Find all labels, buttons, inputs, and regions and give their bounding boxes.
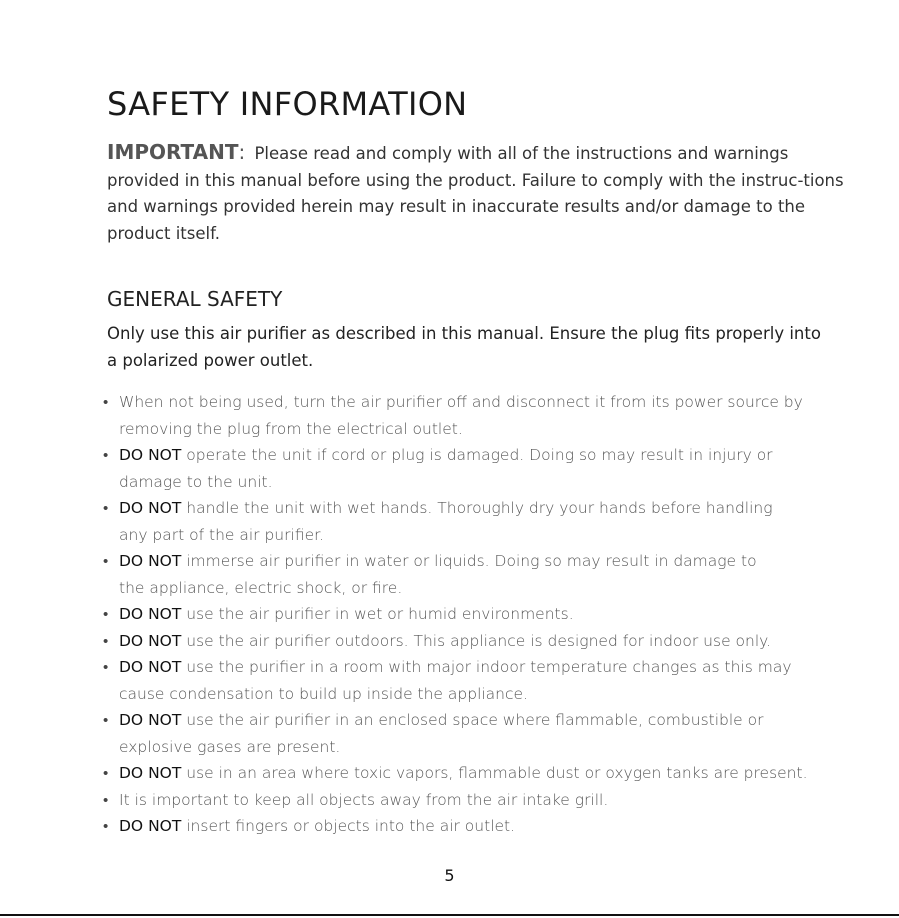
bottom-rule xyxy=(0,914,899,916)
important-colon: : xyxy=(238,140,246,164)
do-not-label: DO NOT xyxy=(119,605,182,623)
bullet-line xyxy=(119,813,843,840)
bullet-dot-icon: • xyxy=(103,817,109,835)
bullet-dot-icon: • xyxy=(103,658,109,676)
page-number: 5 xyxy=(444,866,455,885)
bullet-line xyxy=(119,734,843,761)
safety-bullet-item xyxy=(103,707,843,760)
bullet-text: cause condensation to build up inside the appliance. xyxy=(119,684,528,703)
section-intro: Only use this air purifier as described in this manual. Ensure the plug fits properly into a polarized power outlet. xyxy=(107,324,821,370)
bullet-dot-icon: • xyxy=(103,552,109,570)
bullet-text: handle the unit with wet hands. Thoroughly dry your hands before handling xyxy=(181,499,773,517)
bullet-text: damage to the unit. xyxy=(119,472,273,491)
section-heading: GENERAL SAFETY xyxy=(107,287,283,311)
bullet-line xyxy=(119,787,843,814)
bullet-line xyxy=(119,495,843,522)
bullet-text: use the air purifier in an enclosed space where flammable, combustible or xyxy=(181,711,764,729)
bullet-text: operate the unit if cord or plug is damaged. Doing so may result in injury or xyxy=(181,446,773,464)
safety-bullet-item xyxy=(103,760,843,787)
do-not-label: DO NOT xyxy=(119,446,182,464)
page-title: SAFETY INFORMATION xyxy=(107,85,468,123)
bullet-text: any part of the air purifier. xyxy=(119,525,324,544)
do-not-label: DO NOT xyxy=(119,552,182,570)
safety-bullet-item xyxy=(103,813,843,840)
safety-bullet-item xyxy=(103,601,843,628)
safety-bullet-item xyxy=(103,389,843,442)
bullet-line xyxy=(119,654,843,681)
bullet-dot-icon: • xyxy=(103,499,109,517)
bullet-text: removing the plug from the electrical outlet. xyxy=(119,419,463,438)
bullet-dot-icon: • xyxy=(103,446,109,464)
bullet-dot-icon: • xyxy=(103,764,109,782)
bullet-dot-icon: • xyxy=(103,631,109,650)
safety-bullet-item xyxy=(103,787,843,814)
safety-bullet-item xyxy=(103,442,843,495)
bullet-text: use the purifier in a room with major indoor temperature changes as this may xyxy=(181,658,792,676)
bullet-text: explosive gases are present. xyxy=(119,737,341,756)
do-not-label: DO NOT xyxy=(119,711,182,729)
important-label: IMPORTANT xyxy=(107,140,239,164)
bullet-line xyxy=(119,760,843,787)
do-not-label: DO NOT xyxy=(119,631,182,650)
bullet-text: insert fingers or objects into the air outlet. xyxy=(181,817,516,835)
bullet-line xyxy=(119,442,843,469)
safety-bullet-item xyxy=(103,548,843,601)
important-text: Please read and comply with all of the instructions and warnings provided in this manual before using the product. Failure to comply with the instruc-tions and warnings provided herein may result in inaccurate results and/or damage to the product itself. xyxy=(107,144,844,243)
bullet-text: immerse air purifier in water or liquids. Doing so may result in damage to xyxy=(181,552,757,570)
bullet-line xyxy=(119,628,843,655)
bullet-line xyxy=(119,416,843,443)
bullet-text: use the air purifier in wet or humid environments. xyxy=(181,605,574,623)
bullet-line xyxy=(119,469,843,496)
do-not-label: DO NOT xyxy=(119,499,182,517)
do-not-label: DO NOT xyxy=(119,764,182,782)
safety-bullet-item xyxy=(103,654,843,707)
bullet-dot-icon: • xyxy=(103,790,109,809)
bullet-dot-icon: • xyxy=(103,393,109,411)
important-notice xyxy=(107,139,847,247)
do-not-label: DO NOT xyxy=(119,658,182,676)
bullet-text: use the air purifier outdoors. This appliance is designed for indoor use only. xyxy=(181,631,772,650)
bullet-text: the appliance, electric shock, or fire. xyxy=(119,578,403,597)
bullet-dot-icon: • xyxy=(103,711,109,729)
bullet-line xyxy=(119,522,843,549)
bullet-line xyxy=(119,575,843,602)
bullet-dot-icon: • xyxy=(103,605,109,623)
bullet-line xyxy=(119,601,843,628)
bullet-line xyxy=(119,707,843,734)
bullet-line xyxy=(119,389,843,416)
safety-bullet-item xyxy=(103,628,843,655)
safety-bullet-list xyxy=(103,389,843,840)
bullet-line xyxy=(119,681,843,708)
do-not-label: DO NOT xyxy=(119,817,182,835)
bullet-text: It is important to keep all objects away from the air intake grill. xyxy=(119,790,609,809)
safety-bullet-item xyxy=(103,495,843,548)
bullet-line xyxy=(119,548,843,575)
bullet-text: When not being used, turn the air purifier off and disconnect it from its power source by xyxy=(119,393,803,411)
bullet-text: use in an area where toxic vapors, flammable dust or oxygen tanks are present. xyxy=(181,764,808,782)
